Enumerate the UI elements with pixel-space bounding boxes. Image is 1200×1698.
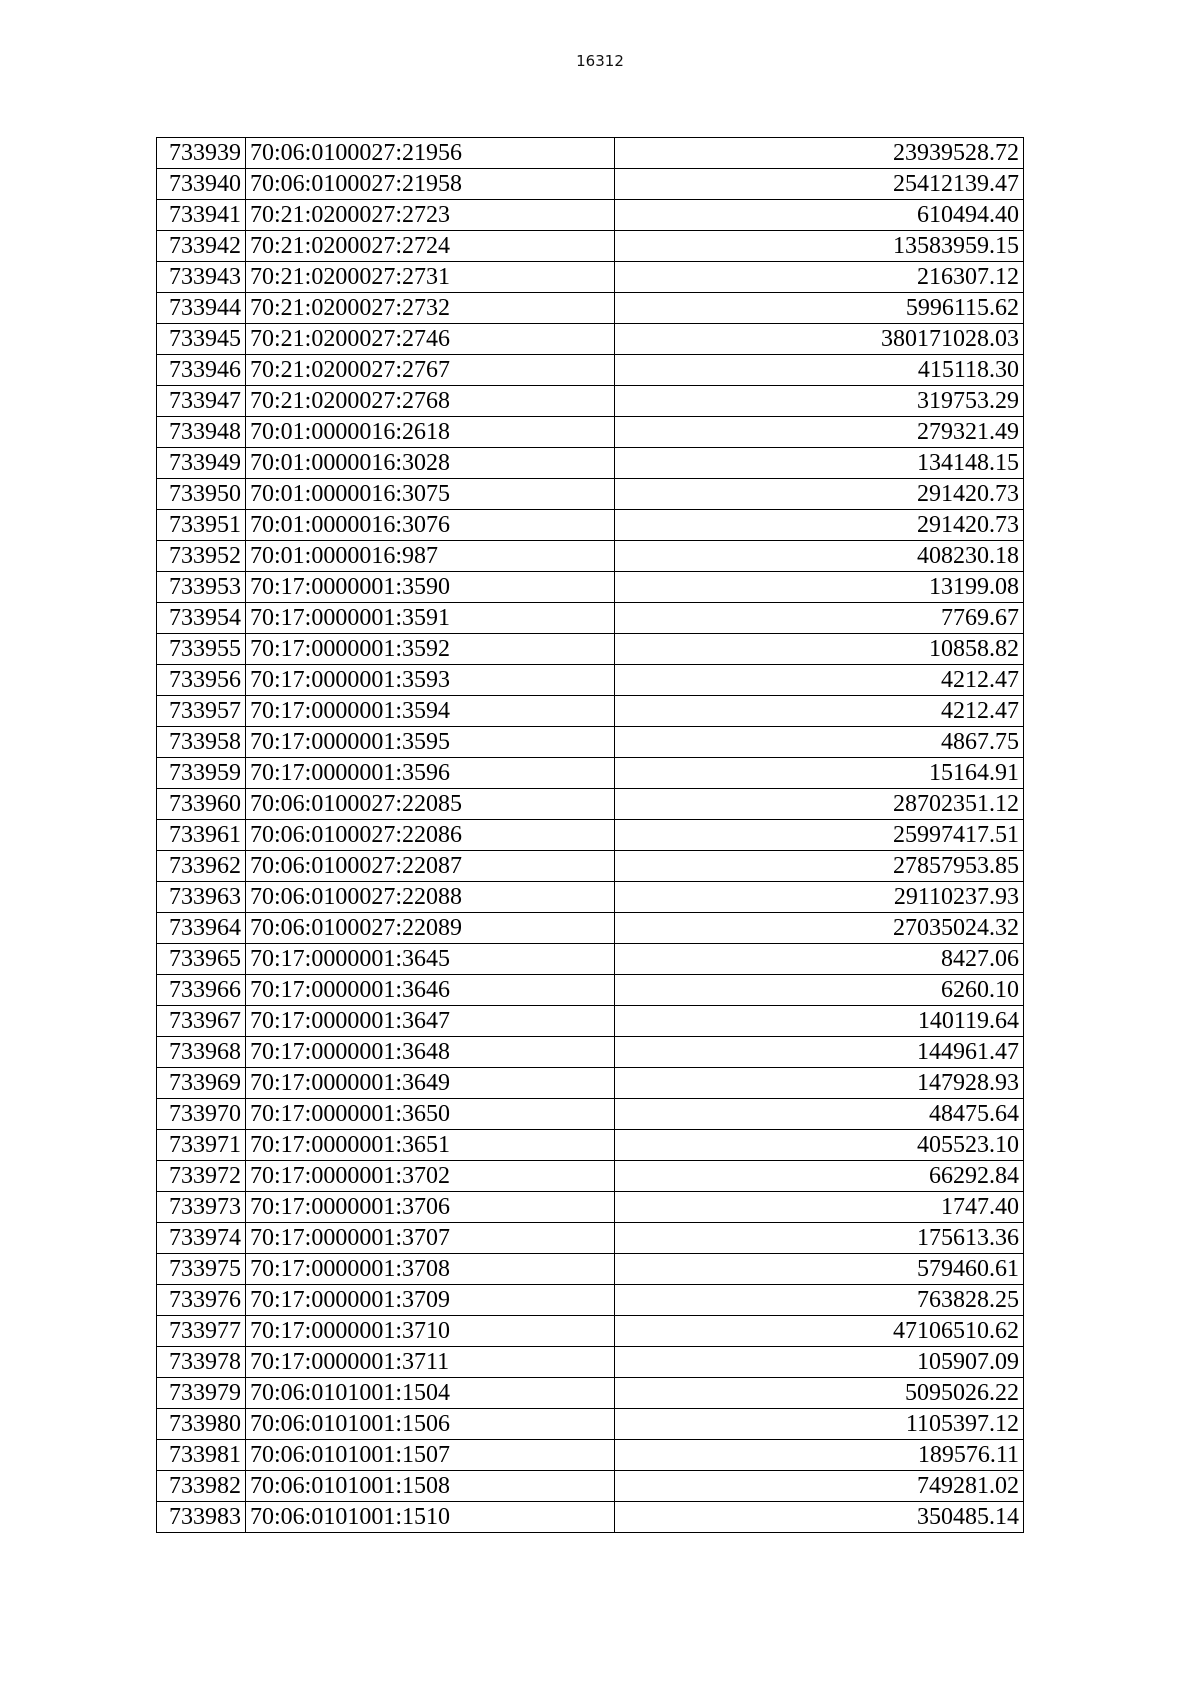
cadastral-number-cell: 70:17:0000001:3594 — [246, 696, 615, 727]
table-row — [157, 448, 1024, 479]
cadastral-number-cell: 70:17:0000001:3591 — [246, 603, 615, 634]
row-id-cell: 733967 — [157, 1006, 246, 1037]
row-id-cell: 733943 — [157, 262, 246, 293]
table-row — [157, 1471, 1024, 1502]
cadastral-number-cell: 70:06:0100027:22085 — [246, 789, 615, 820]
value-cell: 405523.10 — [615, 1130, 1024, 1161]
row-id-cell: 733972 — [157, 1161, 246, 1192]
cadastral-number-cell: 70:17:0000001:3649 — [246, 1068, 615, 1099]
table-row — [157, 1440, 1024, 1471]
table-row — [157, 417, 1024, 448]
row-id-cell: 733961 — [157, 820, 246, 851]
row-id-cell: 733946 — [157, 355, 246, 386]
row-id-cell: 733983 — [157, 1502, 246, 1533]
value-cell: 189576.11 — [615, 1440, 1024, 1471]
value-cell: 6260.10 — [615, 975, 1024, 1006]
value-cell: 279321.49 — [615, 417, 1024, 448]
value-cell: 408230.18 — [615, 541, 1024, 572]
row-id-cell: 733964 — [157, 913, 246, 944]
row-id-cell: 733971 — [157, 1130, 246, 1161]
page-number: 16312 — [576, 52, 624, 70]
row-id-cell: 733957 — [157, 696, 246, 727]
table-row — [157, 572, 1024, 603]
cadastral-number-cell: 70:21:0200027:2731 — [246, 262, 615, 293]
value-cell: 8427.06 — [615, 944, 1024, 975]
cadastral-number-cell: 70:17:0000001:3711 — [246, 1347, 615, 1378]
row-id-cell: 733960 — [157, 789, 246, 820]
value-cell: 144961.47 — [615, 1037, 1024, 1068]
table-row — [157, 262, 1024, 293]
value-cell: 5996115.62 — [615, 293, 1024, 324]
value-cell: 10858.82 — [615, 634, 1024, 665]
table-row — [157, 1130, 1024, 1161]
table-row — [157, 1192, 1024, 1223]
row-id-cell: 733973 — [157, 1192, 246, 1223]
value-cell: 4212.47 — [615, 696, 1024, 727]
table-row — [157, 1006, 1024, 1037]
table-row — [157, 665, 1024, 696]
cadastral-number-cell: 70:17:0000001:3596 — [246, 758, 615, 789]
value-cell: 29110237.93 — [615, 882, 1024, 913]
value-cell: 134148.15 — [615, 448, 1024, 479]
table-row — [157, 1409, 1024, 1440]
row-id-cell: 733969 — [157, 1068, 246, 1099]
value-cell: 380171028.03 — [615, 324, 1024, 355]
cadastral-number-cell: 70:17:0000001:3650 — [246, 1099, 615, 1130]
value-cell: 1105397.12 — [615, 1409, 1024, 1440]
cadastral-number-cell: 70:01:0000016:3076 — [246, 510, 615, 541]
cadastral-number-cell: 70:17:0000001:3706 — [246, 1192, 615, 1223]
table-row — [157, 386, 1024, 417]
cadastral-number-cell: 70:06:0100027:21958 — [246, 169, 615, 200]
row-id-cell: 733948 — [157, 417, 246, 448]
row-id-cell: 733952 — [157, 541, 246, 572]
cadastral-number-cell: 70:17:0000001:3645 — [246, 944, 615, 975]
row-id-cell: 733968 — [157, 1037, 246, 1068]
cadastral-number-cell: 70:06:0101001:1507 — [246, 1440, 615, 1471]
table-row — [157, 758, 1024, 789]
value-cell: 147928.93 — [615, 1068, 1024, 1099]
row-id-cell: 733976 — [157, 1285, 246, 1316]
value-cell: 415118.30 — [615, 355, 1024, 386]
table-row — [157, 1099, 1024, 1130]
table-row — [157, 975, 1024, 1006]
table-row — [157, 541, 1024, 572]
cadastral-number-cell: 70:17:0000001:3590 — [246, 572, 615, 603]
cadastral-number-cell: 70:06:0100027:21956 — [246, 138, 615, 169]
row-id-cell: 733951 — [157, 510, 246, 541]
cadastral-number-cell: 70:06:0101001:1504 — [246, 1378, 615, 1409]
cadastral-number-cell: 70:06:0100027:22086 — [246, 820, 615, 851]
cadastral-number-cell: 70:01:0000016:2618 — [246, 417, 615, 448]
table-row — [157, 820, 1024, 851]
value-cell: 1747.40 — [615, 1192, 1024, 1223]
table-row — [157, 882, 1024, 913]
table-row — [157, 200, 1024, 231]
row-id-cell: 733963 — [157, 882, 246, 913]
value-cell: 27857953.85 — [615, 851, 1024, 882]
row-id-cell: 733979 — [157, 1378, 246, 1409]
value-cell: 105907.09 — [615, 1347, 1024, 1378]
row-id-cell: 733955 — [157, 634, 246, 665]
row-id-cell: 733977 — [157, 1316, 246, 1347]
table-row — [157, 913, 1024, 944]
cadastral-number-cell: 70:01:0000016:987 — [246, 541, 615, 572]
cadastral-value-table — [156, 137, 1024, 1533]
table-row — [157, 1068, 1024, 1099]
value-cell: 763828.25 — [615, 1285, 1024, 1316]
value-cell: 66292.84 — [615, 1161, 1024, 1192]
row-id-cell: 733958 — [157, 727, 246, 758]
row-id-cell: 733975 — [157, 1254, 246, 1285]
cadastral-number-cell: 70:17:0000001:3707 — [246, 1223, 615, 1254]
cadastral-number-cell: 70:01:0000016:3075 — [246, 479, 615, 510]
value-cell: 15164.91 — [615, 758, 1024, 789]
value-cell: 216307.12 — [615, 262, 1024, 293]
row-id-cell: 733947 — [157, 386, 246, 417]
value-cell: 25997417.51 — [615, 820, 1024, 851]
cadastral-number-cell: 70:21:0200027:2746 — [246, 324, 615, 355]
cadastral-number-cell: 70:21:0200027:2768 — [246, 386, 615, 417]
row-id-cell: 733956 — [157, 665, 246, 696]
row-id-cell: 733944 — [157, 293, 246, 324]
table-row — [157, 696, 1024, 727]
table-row — [157, 138, 1024, 169]
value-cell: 13199.08 — [615, 572, 1024, 603]
table-row — [157, 603, 1024, 634]
value-cell: 27035024.32 — [615, 913, 1024, 944]
row-id-cell: 733980 — [157, 1409, 246, 1440]
value-cell: 350485.14 — [615, 1502, 1024, 1533]
value-cell: 319753.29 — [615, 386, 1024, 417]
table-row — [157, 1316, 1024, 1347]
table-body — [157, 138, 1024, 1533]
cadastral-number-cell: 70:17:0000001:3592 — [246, 634, 615, 665]
row-id-cell: 733950 — [157, 479, 246, 510]
table-row — [157, 851, 1024, 882]
row-id-cell: 733959 — [157, 758, 246, 789]
cadastral-number-cell: 70:06:0101001:1510 — [246, 1502, 615, 1533]
table-row — [157, 944, 1024, 975]
value-cell: 48475.64 — [615, 1099, 1024, 1130]
table-row — [157, 355, 1024, 386]
cadastral-number-cell: 70:21:0200027:2732 — [246, 293, 615, 324]
row-id-cell: 733965 — [157, 944, 246, 975]
table-row — [157, 293, 1024, 324]
cadastral-number-cell: 70:17:0000001:3651 — [246, 1130, 615, 1161]
row-id-cell: 733982 — [157, 1471, 246, 1502]
table-row — [157, 169, 1024, 200]
value-cell: 140119.64 — [615, 1006, 1024, 1037]
value-cell: 4212.47 — [615, 665, 1024, 696]
value-cell: 47106510.62 — [615, 1316, 1024, 1347]
row-id-cell: 733939 — [157, 138, 246, 169]
cadastral-number-cell: 70:21:0200027:2724 — [246, 231, 615, 262]
table-row — [157, 510, 1024, 541]
table-row — [157, 231, 1024, 262]
row-id-cell: 733954 — [157, 603, 246, 634]
row-id-cell: 733941 — [157, 200, 246, 231]
cadastral-number-cell: 70:17:0000001:3647 — [246, 1006, 615, 1037]
row-id-cell: 733962 — [157, 851, 246, 882]
table-row — [157, 1254, 1024, 1285]
row-id-cell: 733940 — [157, 169, 246, 200]
cadastral-number-cell: 70:17:0000001:3708 — [246, 1254, 615, 1285]
cadastral-number-cell: 70:17:0000001:3646 — [246, 975, 615, 1006]
value-cell: 579460.61 — [615, 1254, 1024, 1285]
cadastral-number-cell: 70:06:0101001:1506 — [246, 1409, 615, 1440]
table-row — [157, 634, 1024, 665]
row-id-cell: 733970 — [157, 1099, 246, 1130]
row-id-cell: 733981 — [157, 1440, 246, 1471]
value-cell: 7769.67 — [615, 603, 1024, 634]
value-cell: 23939528.72 — [615, 138, 1024, 169]
value-cell: 4867.75 — [615, 727, 1024, 758]
table-row — [157, 1347, 1024, 1378]
value-cell: 5095026.22 — [615, 1378, 1024, 1409]
cadastral-number-cell: 70:01:0000016:3028 — [246, 448, 615, 479]
table-row — [157, 727, 1024, 758]
row-id-cell: 733966 — [157, 975, 246, 1006]
value-cell: 291420.73 — [615, 479, 1024, 510]
value-cell: 175613.36 — [615, 1223, 1024, 1254]
value-cell: 291420.73 — [615, 510, 1024, 541]
table-row — [157, 1161, 1024, 1192]
table-row — [157, 1502, 1024, 1533]
table-row — [157, 1037, 1024, 1068]
table-row — [157, 789, 1024, 820]
table-row — [157, 1285, 1024, 1316]
value-cell: 25412139.47 — [615, 169, 1024, 200]
cadastral-number-cell: 70:17:0000001:3593 — [246, 665, 615, 696]
row-id-cell: 733953 — [157, 572, 246, 603]
row-id-cell: 733978 — [157, 1347, 246, 1378]
row-id-cell: 733949 — [157, 448, 246, 479]
table-row — [157, 324, 1024, 355]
value-cell: 28702351.12 — [615, 789, 1024, 820]
cadastral-number-cell: 70:06:0101001:1508 — [246, 1471, 615, 1502]
cadastral-number-cell: 70:06:0100027:22087 — [246, 851, 615, 882]
value-cell: 749281.02 — [615, 1471, 1024, 1502]
value-cell: 610494.40 — [615, 200, 1024, 231]
cadastral-number-cell: 70:17:0000001:3702 — [246, 1161, 615, 1192]
cadastral-number-cell: 70:06:0100027:22088 — [246, 882, 615, 913]
cadastral-number-cell: 70:21:0200027:2767 — [246, 355, 615, 386]
table-row — [157, 1223, 1024, 1254]
cadastral-number-cell: 70:06:0100027:22089 — [246, 913, 615, 944]
cadastral-number-cell: 70:17:0000001:3709 — [246, 1285, 615, 1316]
table-row — [157, 479, 1024, 510]
row-id-cell: 733974 — [157, 1223, 246, 1254]
row-id-cell: 733942 — [157, 231, 246, 262]
cadastral-number-cell: 70:17:0000001:3595 — [246, 727, 615, 758]
value-cell: 13583959.15 — [615, 231, 1024, 262]
row-id-cell: 733945 — [157, 324, 246, 355]
cadastral-number-cell: 70:21:0200027:2723 — [246, 200, 615, 231]
cadastral-number-cell: 70:17:0000001:3648 — [246, 1037, 615, 1068]
table-row — [157, 1378, 1024, 1409]
cadastral-number-cell: 70:17:0000001:3710 — [246, 1316, 615, 1347]
